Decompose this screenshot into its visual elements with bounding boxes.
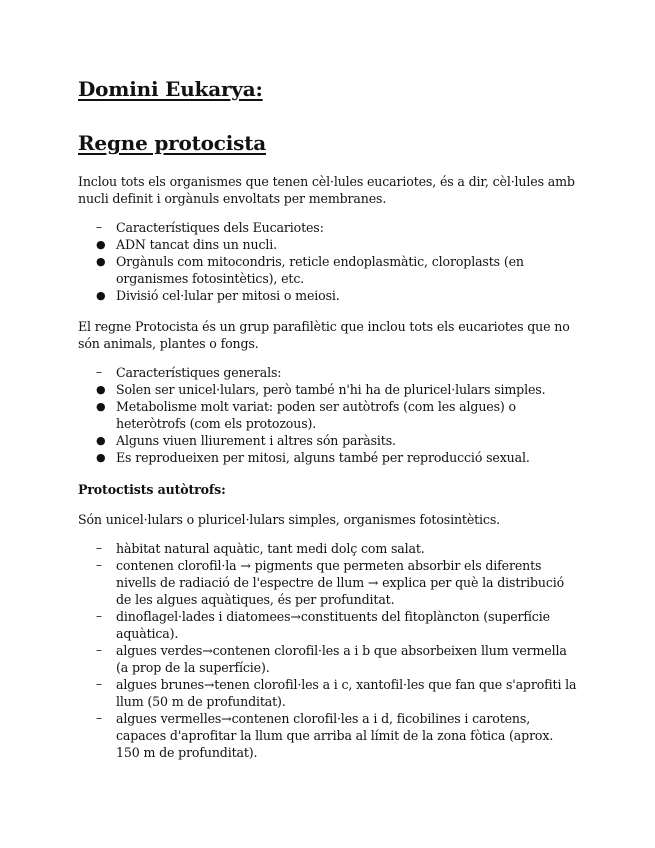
list-item-text: ADN tancat dins un nucli. bbox=[116, 237, 277, 252]
list-item bbox=[78, 557, 578, 608]
list-item-text: contenen clorofil·la → pigments que permeten absorbir els diferents nivells de radiació de l'espectre de llum → explica per què la distribució de les algues aquàtiques, és per profunditat. bbox=[116, 558, 565, 607]
list-item-text: Es reprodueixen per mitosi, alguns també per reproducció sexual. bbox=[116, 450, 530, 465]
list-item bbox=[78, 608, 578, 642]
list-item-text: Solen ser unicel·lulars, però també n'hi ha de pluricel·lulars simples. bbox=[116, 382, 546, 397]
eukaryote-features-list bbox=[78, 219, 578, 304]
list-item bbox=[78, 364, 578, 381]
autotrophs-intro: Són unicel·lulars o pluricel·lulars simples, organismes fotosintètics. bbox=[78, 512, 500, 527]
list-item bbox=[78, 236, 578, 253]
bullet-icon: ● bbox=[96, 238, 106, 251]
domain-title: Domini Eukarya: bbox=[78, 77, 263, 101]
dash-marker: – bbox=[96, 365, 102, 379]
list-item bbox=[78, 710, 578, 761]
list-item-text: algues brunes→tenen clorofil·les a i c, xantofil·les que fan que s'aprofiti la llum (50 m de profunditat). bbox=[116, 677, 577, 709]
list-item bbox=[78, 253, 578, 287]
general-features-list bbox=[78, 364, 578, 466]
list-item bbox=[78, 381, 578, 398]
list-item bbox=[78, 287, 578, 304]
protocista-definition: El regne Protocista és un grup parafilètic que inclou tots els eucariotes que no són animals, plantes o fongs. bbox=[78, 319, 570, 351]
autotroph-features-list bbox=[78, 540, 578, 761]
bullet-icon: ● bbox=[96, 289, 106, 302]
list-item-text: Alguns viuen lliurement i altres són paràsits. bbox=[116, 433, 396, 448]
dash-marker: – bbox=[96, 711, 102, 725]
autotrophs-heading: Protoctists autòtrofs: bbox=[78, 482, 226, 497]
list-item bbox=[78, 219, 578, 236]
dash-marker: – bbox=[96, 220, 102, 234]
list-item-text: dinoflagel·lades i diatomees→constituents del fitoplàncton (superfície aquàtica). bbox=[116, 609, 550, 641]
bullet-icon: ● bbox=[96, 255, 106, 268]
bullet-icon: ● bbox=[96, 434, 106, 447]
bullet-icon: ● bbox=[96, 451, 106, 464]
list-item-text: hàbitat natural aquàtic, tant medi dolç com salat. bbox=[116, 541, 425, 556]
dash-marker: – bbox=[96, 609, 102, 623]
dash-marker: – bbox=[96, 677, 102, 691]
list-item-text: algues verdes→contenen clorofil·les a i b que absorbeixen llum vermella (a prop de la superfície). bbox=[116, 643, 567, 675]
kingdom-title: Regne protocista bbox=[78, 131, 267, 155]
list-item-text: Orgànuls com mitocondris, reticle endoplasmàtic, cloroplasts (en organismes fotosintètics), etc. bbox=[116, 254, 524, 286]
dash-marker: – bbox=[96, 558, 102, 572]
list-item bbox=[78, 398, 578, 432]
list-item bbox=[78, 449, 578, 466]
list-item-text: Metabolisme molt variat: poden ser autòtrofs (com les algues) o heteròtrofs (com els protozous). bbox=[116, 399, 516, 431]
list-item bbox=[78, 540, 578, 557]
list-item bbox=[78, 432, 578, 449]
list-item-text: Característiques dels Eucariotes: bbox=[116, 220, 324, 235]
list-item-text: algues vermelles→contenen clorofil·les a i d, ficobilines i carotens, capaces d'aprofitar la llum que arriba al límit de la zona fòtica (aprox. 150 m de profunditat). bbox=[116, 711, 554, 760]
list-item bbox=[78, 642, 578, 676]
list-item bbox=[78, 676, 578, 710]
bullet-icon: ● bbox=[96, 400, 106, 413]
intro-paragraph: Inclou tots els organismes que tenen cèl·lules eucariotes, és a dir, cèl·lules amb nucli definit i orgànuls envoltats per membranes. bbox=[78, 174, 575, 206]
list-item-text: Divisió cel·lular per mitosi o meiosi. bbox=[116, 288, 340, 303]
dash-marker: – bbox=[96, 643, 102, 657]
dash-marker: – bbox=[96, 541, 102, 555]
bullet-icon: ● bbox=[96, 383, 106, 396]
list-item-text: Característiques generals: bbox=[116, 365, 282, 380]
